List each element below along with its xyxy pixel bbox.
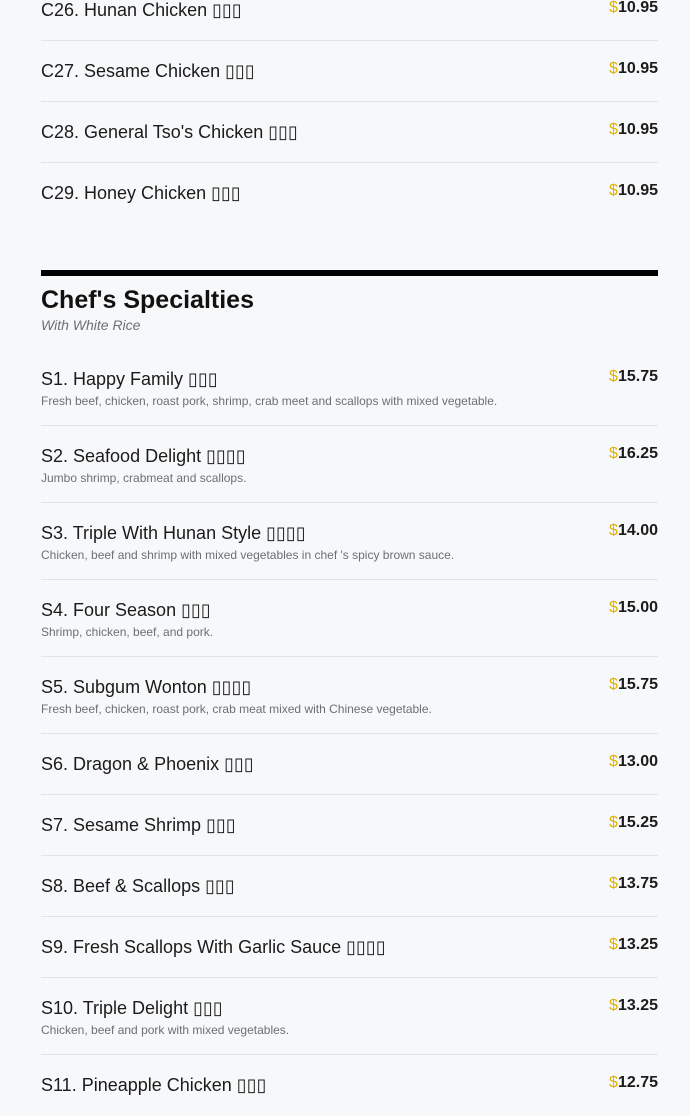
menu-item-price xyxy=(609,995,658,1017)
menu-item-name: C26. Hunan Chicken ▯▯▯ xyxy=(41,0,242,20)
menu-item[interactable] xyxy=(41,163,658,224)
currency-symbol: $ xyxy=(609,1074,618,1091)
menu-item-price xyxy=(609,58,658,80)
menu-item[interactable] xyxy=(41,856,658,917)
menu-item-description: Chicken, beef and pork with mixed vegetables. xyxy=(41,1023,290,1037)
menu-item-description: Fresh beef, chicken, roast pork, crab meat mixed with Chinese vegetable. xyxy=(41,702,432,716)
menu-item-name: S6. Dragon & Phoenix ▯▯▯ xyxy=(41,754,254,774)
price-value: 13.25 xyxy=(617,936,658,953)
menu-item-price xyxy=(609,751,658,773)
menu-item-price xyxy=(609,812,658,834)
price-value: 15.00 xyxy=(617,599,658,616)
currency-symbol: $ xyxy=(609,676,618,693)
menu-item[interactable] xyxy=(41,734,658,795)
menu-item-price xyxy=(609,0,658,19)
price-value: 15.75 xyxy=(617,676,658,693)
menu-item-price xyxy=(609,443,658,465)
menu-item[interactable] xyxy=(41,657,658,734)
section-title: Chef's Specialties xyxy=(41,286,254,314)
menu-item[interactable] xyxy=(41,41,658,102)
price-value: 10.95 xyxy=(617,182,658,199)
section-header xyxy=(41,270,658,352)
menu-item-price xyxy=(609,520,658,542)
price-value: 10.95 xyxy=(617,0,658,16)
price-value: 13.00 xyxy=(617,753,658,770)
currency-symbol: $ xyxy=(609,522,618,539)
menu-item-text xyxy=(41,599,213,640)
menu-item[interactable] xyxy=(41,426,658,503)
menu-item-name: S2. Seafood Delight ▯▯▯▯ xyxy=(41,446,246,466)
currency-symbol: $ xyxy=(609,60,618,77)
menu-item-description: Fresh beef, chicken, roast pork, shrimp, crab meet and scallops with mixed vegetable. xyxy=(41,394,498,408)
menu-item-name: S9. Fresh Scallops With Garlic Sauce ▯▯▯▯ xyxy=(41,937,386,957)
menu-item-price xyxy=(609,366,658,388)
currency-symbol: $ xyxy=(609,936,618,953)
menu-item-description: Shrimp, chicken, beef, and pork. xyxy=(41,625,214,639)
menu-item[interactable] xyxy=(41,102,658,163)
menu-item[interactable] xyxy=(41,795,658,856)
currency-symbol: $ xyxy=(609,599,618,616)
section-subtitle: With White Rice xyxy=(41,317,141,333)
menu-item[interactable] xyxy=(41,1055,658,1116)
price-value: 12.75 xyxy=(617,1074,658,1091)
currency-symbol: $ xyxy=(609,814,618,831)
menu-item-name: S11. Pineapple Chicken ▯▯▯ xyxy=(41,1075,267,1095)
menu-item-price xyxy=(609,597,658,619)
menu-item-name: S8. Beef & Scallops ▯▯▯ xyxy=(41,876,235,896)
menu-item-name: S4. Four Season ▯▯▯ xyxy=(41,600,211,620)
currency-symbol: $ xyxy=(609,182,618,199)
price-value: 16.25 xyxy=(617,445,658,462)
currency-symbol: $ xyxy=(609,0,618,16)
menu-item-name: S1. Happy Family ▯▯▯ xyxy=(41,369,218,389)
price-value: 15.25 xyxy=(617,814,658,831)
menu-item-price xyxy=(609,934,658,956)
chicken-section xyxy=(41,0,658,224)
menu-item-text xyxy=(41,997,289,1038)
menu-item[interactable] xyxy=(41,978,658,1055)
menu-item[interactable] xyxy=(41,917,658,978)
menu-item[interactable] xyxy=(41,0,658,41)
menu-item-name: S3. Triple With Hunan Style ▯▯▯▯ xyxy=(41,523,306,543)
menu-item-description: Chicken, beef and shrimp with mixed vegetables in chef 's spicy brown sauce. xyxy=(41,548,455,562)
menu-item[interactable] xyxy=(41,503,658,580)
price-value: 13.75 xyxy=(617,875,658,892)
menu-item-price xyxy=(609,119,658,141)
menu-item-price xyxy=(609,180,658,202)
menu-item-name: S10. Triple Delight ▯▯▯ xyxy=(41,998,223,1018)
menu-item-text xyxy=(41,445,246,486)
currency-symbol: $ xyxy=(609,875,618,892)
price-value: 10.95 xyxy=(617,121,658,138)
menu-item[interactable] xyxy=(41,580,658,657)
price-value: 10.95 xyxy=(617,60,658,77)
menu-item-name: C27. Sesame Chicken ▯▯▯ xyxy=(41,61,255,81)
currency-symbol: $ xyxy=(609,997,618,1014)
currency-symbol: $ xyxy=(609,753,618,770)
price-value: 14.00 xyxy=(617,522,658,539)
menu-item-text xyxy=(41,368,497,409)
price-value: 15.75 xyxy=(617,368,658,385)
menu-item-text xyxy=(41,676,432,717)
menu-item-name: C29. Honey Chicken ▯▯▯ xyxy=(41,183,241,203)
menu-item-name: C28. General Tso's Chicken ▯▯▯ xyxy=(41,122,298,142)
menu-item-price xyxy=(609,1072,658,1094)
currency-symbol: $ xyxy=(609,445,618,462)
menu-item-description: Jumbo shrimp, crabmeat and scallops. xyxy=(41,471,247,485)
price-value: 13.25 xyxy=(617,997,658,1014)
section-spacer xyxy=(41,224,658,270)
menu-item-price xyxy=(609,873,658,895)
specialties-list xyxy=(41,349,658,1116)
menu-item[interactable] xyxy=(41,349,658,426)
menu-list xyxy=(41,0,658,1116)
menu-item-name: S5. Subgum Wonton ▯▯▯▯ xyxy=(41,677,252,697)
menu-item-name: S7. Sesame Shrimp ▯▯▯ xyxy=(41,815,236,835)
currency-symbol: $ xyxy=(609,121,618,138)
menu-item-text xyxy=(41,522,454,563)
currency-symbol: $ xyxy=(609,368,618,385)
menu-item-price xyxy=(609,674,658,696)
